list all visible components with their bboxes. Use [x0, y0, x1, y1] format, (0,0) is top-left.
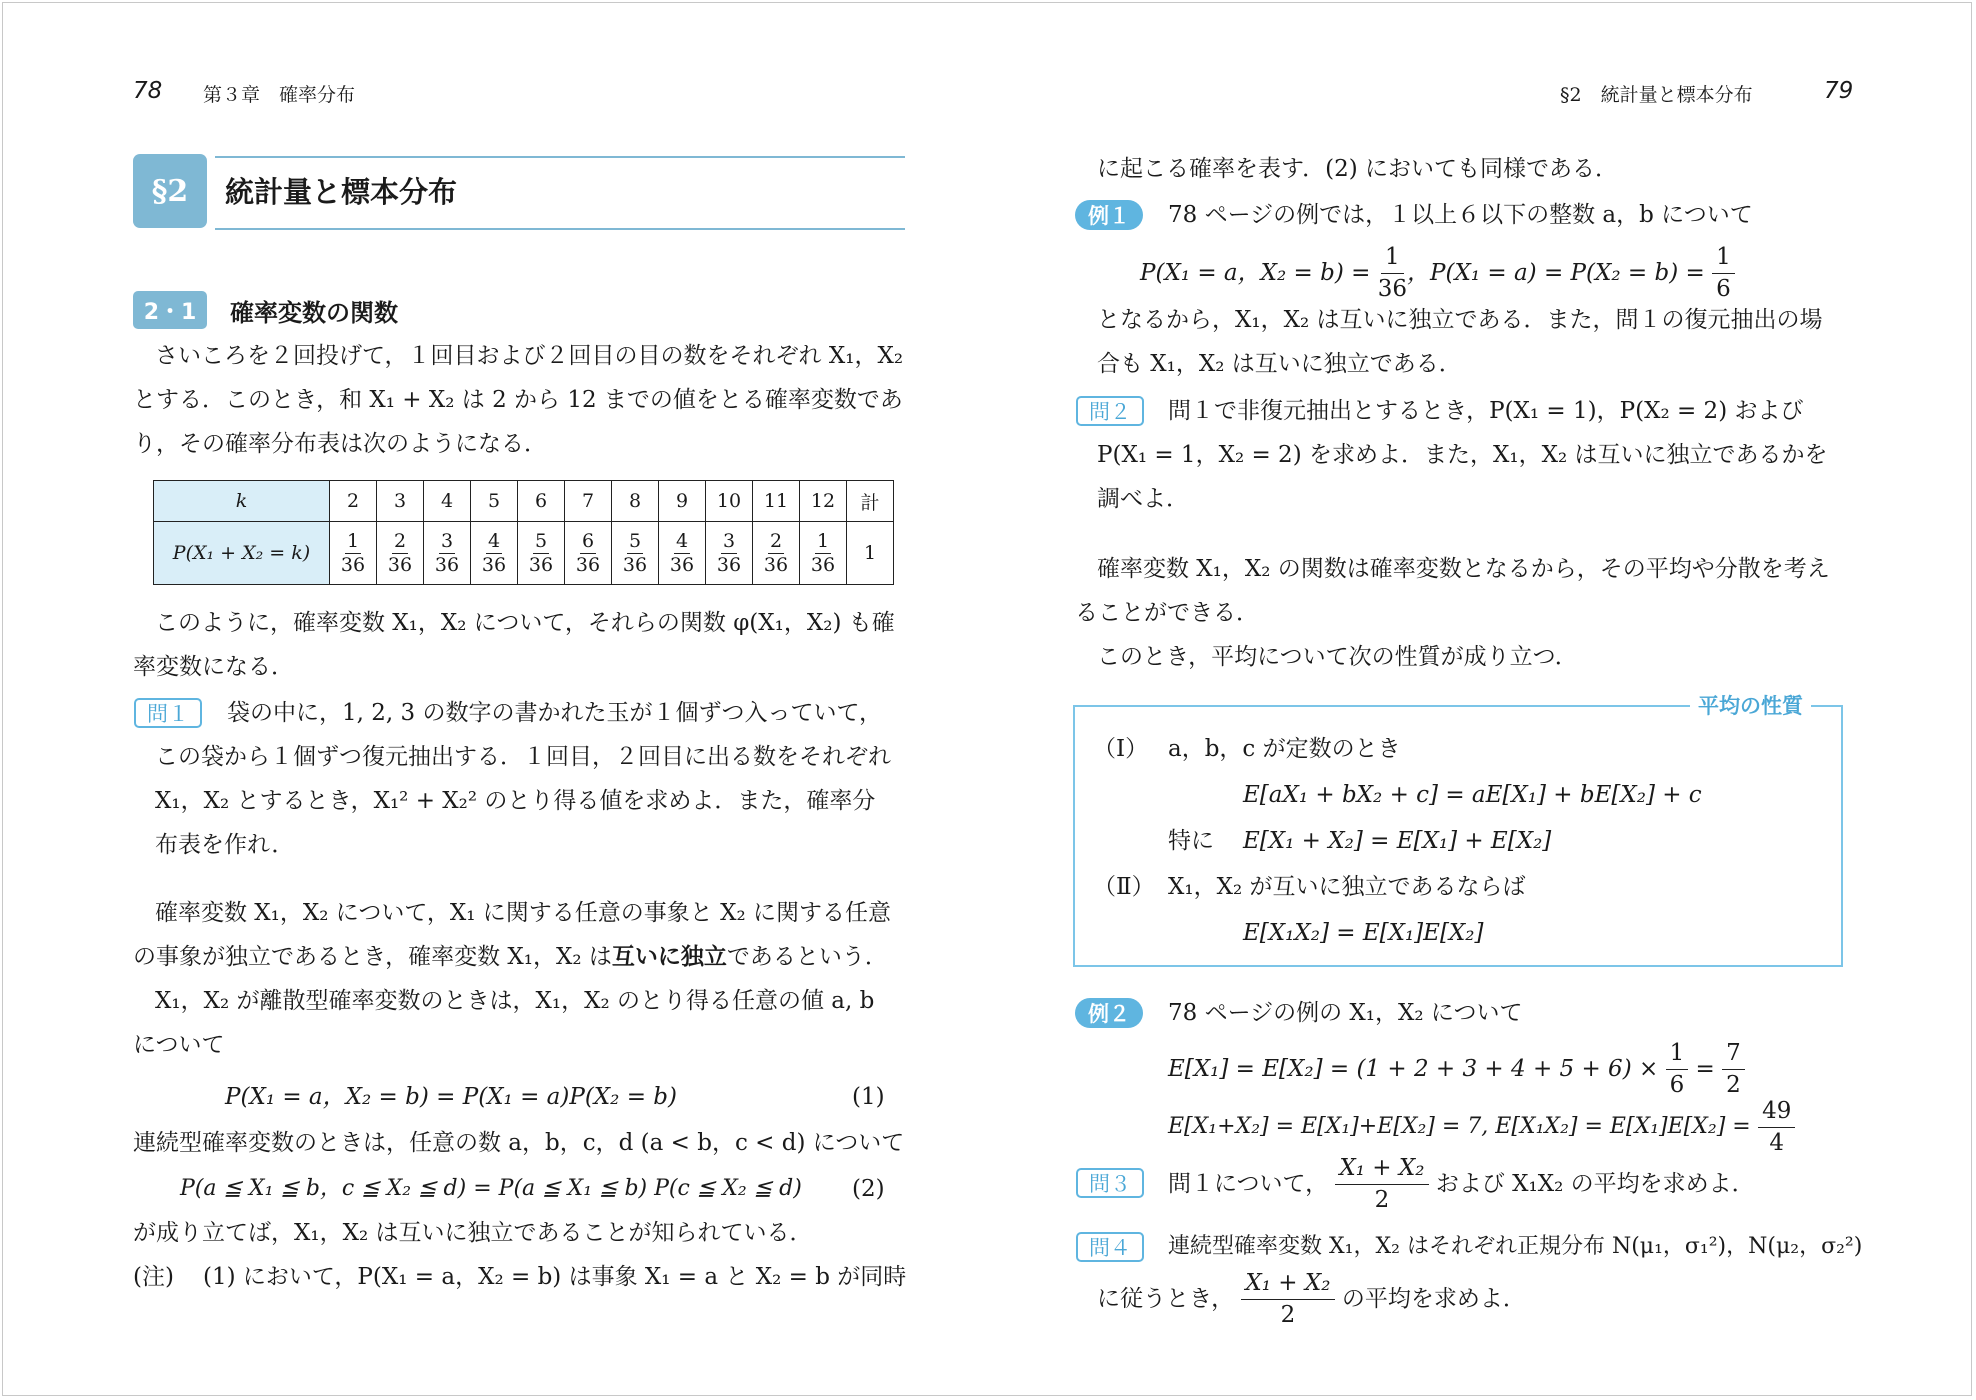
subsection-badge: 2・1 [133, 291, 207, 329]
after-table-line-1: このように，確率変数 X₁，X₂ について，それらの関数 φ(X₁，X₂) も確 [155, 610, 895, 636]
table-cell-k: 12 [800, 481, 847, 522]
left-running-header: 第３章 確率分布 [203, 84, 356, 106]
probability-distribution-table [153, 480, 894, 585]
table-cell-prob: $\frac{5}{36}$ [612, 522, 659, 585]
question-3-label: 問３ [1076, 1168, 1144, 1198]
question-2-label: 問２ [1076, 396, 1144, 426]
property-ii-label: （Ⅱ） [1093, 874, 1155, 900]
example-2-line: 78 ページの例の X₁，X₂ について [1168, 1000, 1523, 1026]
left-page-number: 78 [133, 78, 163, 104]
table-cell-total: 1 [847, 522, 894, 585]
table-cell-k: 7 [565, 481, 612, 522]
continuation-line: に起こる確率を表す．(2) においても同様である． [1097, 156, 1619, 182]
property-ii-equation: E[X₁X₂] = E[X₁]E[X₂] [1243, 920, 1484, 946]
function-line-1: 確率変数 X₁，X₂ の関数は確率変数となるから，その平均や分散を考え [1097, 556, 1830, 582]
table-cell-prob: $\frac{5}{36}$ [518, 522, 565, 585]
question-4-label: 問４ [1076, 1232, 1144, 1262]
question-1-line-3: X₁，X₂ とするとき，X₁² + X₂² のとり得る値を求めよ．また，確率分 [155, 788, 876, 814]
table-cell-prob: $\frac{1}{36}$ [800, 522, 847, 585]
table-cell-prob: $\frac{2}{36}$ [753, 522, 800, 585]
right-running-header: §2 統計量と標本分布 [1560, 84, 1753, 106]
question-1-line-2: この袋から１個ずつ復元抽出する．１回目，２回目に出る数をそれぞれ [155, 744, 891, 770]
independence-line-2: の事象が独立であるとき，確率変数 X₁，X₂ は互いに独立であるという． [133, 944, 888, 970]
property-i-label: （Ⅰ） [1093, 736, 1149, 762]
table-cell-prob: $\frac{6}{36}$ [565, 522, 612, 585]
table-cell-k: 10 [706, 481, 753, 522]
equation-1-number: (1) [852, 1084, 885, 1110]
equation-1: P(X₁ = a，X₂ = b) = P(X₁ = a)P(X₂ = b) [225, 1084, 677, 1110]
intro-line-3: り，その確率分布表は次のようになる． [133, 431, 547, 457]
question-1-label: 問１ [134, 698, 202, 728]
table-cell-k: 4 [424, 481, 471, 522]
question-3-text: 問１について， X₁ + X₂ 2 および X₁X₂ の平均を求めよ． [1168, 1155, 1755, 1213]
property-ii-text: X₁，X₂ が互いに独立であるならば [1168, 874, 1526, 900]
property-special-label: 特に [1168, 828, 1214, 854]
example-1-line: 78 ページの例では，１以上６以下の整数 a，b について [1168, 202, 1753, 228]
continuous-line: 連続型確率変数のときは，任意の数 a，b，c，d (a < b，c < d) について [133, 1130, 905, 1156]
right-page-number: 79 [1824, 78, 1854, 104]
intro-line-1: さいころを２回投げて，１回目および２回目の目の数をそれぞれ X₁，X₂ [155, 343, 904, 369]
table-cell-k: 2 [330, 481, 377, 522]
table-cell-k: 8 [612, 481, 659, 522]
table-header-total: 計 [847, 481, 894, 522]
question-1-line-4: 布表を作れ． [155, 832, 295, 858]
intro-line-2: とする．このとき，和 X₁ + X₂ は 2 から 12 までの値をとる確率変数であ [133, 387, 903, 413]
example-1-equation: P(X₁ = a，X₂ = b) = $\frac{1}{36}$ ，P(X₁ = a) = P(X₂ = b) = $\frac{1}{6}$ [1140, 245, 1735, 301]
section-badge: §2 [133, 154, 207, 228]
table-cell-k: 6 [518, 481, 565, 522]
table-cell-prob: $\frac{4}{36}$ [659, 522, 706, 585]
question-1-line-1: 袋の中に，1, 2, 3 の数字の書かれた玉が１個ずつ入っていて， [227, 700, 882, 726]
note-line: (1) において，P(X₁ = a，X₂ = b) は事象 X₁ = a と X₂ = b が同時 [203, 1264, 907, 1290]
discrete-line-2: について [133, 1032, 225, 1058]
subsection-title: 確率変数の関数 [230, 299, 398, 327]
table-cell-prob: $\frac{3}{36}$ [706, 522, 753, 585]
property-special-equation: E[X₁ + X₂] = E[X₁] + E[X₂] [1243, 828, 1552, 854]
table-header-k: k [154, 481, 330, 522]
example-2-label: 例２ [1075, 998, 1143, 1028]
equation-2-number: (2) [852, 1176, 885, 1202]
table-cell-k: 3 [377, 481, 424, 522]
table-cell-prob: $\frac{4}{36}$ [471, 522, 518, 585]
example-2-equation-1: E[X₁] = E[X₂] = (1 + 2 + 3 + 4 + 5 + 6) × $\frac{1}{6}$ = $\frac{7}{2}$ [1168, 1040, 1745, 1098]
table-cell-k: 5 [471, 481, 518, 522]
table-header-probability: P(X₁ + X₂ = k) [154, 522, 330, 585]
table-cell-k: 11 [753, 481, 800, 522]
function-line-2: ることができる． [1075, 600, 1259, 626]
question-4-line-1: 連続型確率変数 X₁，X₂ はそれぞれ正規分布 N(μ₁，σ₁²)，N(μ₂，σ₂²) [1168, 1234, 1863, 1259]
note-label: (注) [133, 1264, 174, 1290]
equation-2: P(a ≦ X₁ ≦ b，c ≦ X₂ ≦ d) = P(a ≦ X₁ ≦ b) P(c ≦ X₂ ≦ d) [180, 1176, 802, 1201]
discrete-line-1: X₁，X₂ が離散型確率変数のときは，X₁，X₂ のとり得る任意の値 a, b [155, 988, 875, 1014]
example-1-after-line-2: 合も X₁，X₂ は互いに独立である． [1097, 351, 1462, 377]
example-1-after-line-1: となるから，X₁，X₂ は互いに独立である．また，問１の復元抽出の場 [1097, 307, 1823, 333]
property-i-text: a，b，c が定数のとき [1168, 736, 1401, 762]
property-i-equation: E[aX₁ + bX₂ + c] = aE[X₁] + bE[X₂] + c [1243, 782, 1702, 808]
question-4-line-2: に従うとき， X₁ + X₂ 2 の平均を求めよ． [1097, 1270, 1526, 1328]
section-title: 統計量と標本分布 [225, 175, 458, 209]
table-cell-prob: $\frac{1}{36}$ [330, 522, 377, 585]
table-cell-prob: $\frac{3}{36}$ [424, 522, 471, 585]
known-line: が成り立てば，X₁，X₂ は互いに独立であることが知られている． [133, 1220, 813, 1246]
term-mutually-independent: 互いに独立 [611, 944, 727, 970]
example-1-label: 例１ [1075, 200, 1143, 230]
example-2-equation-2: E[X₁+X₂] = E[X₁]+E[X₂] = 7, E[X₁X₂] = E[X₁]E[X₂] = $\frac{49}{4}$ [1168, 1098, 1795, 1156]
question-2-line-2: P(X₁ = 1，X₂ = 2) を求めよ．また，X₁，X₂ は互いに独立であるかを [1097, 442, 1828, 468]
mean-properties-title: 平均の性質 [1690, 690, 1811, 720]
after-table-line-2: 率変数になる． [133, 654, 294, 680]
independence-line-1: 確率変数 X₁，X₂ について，X₁ に関する任意の事象と X₂ に関する任意 [155, 900, 892, 926]
question-2-line-3: 調べよ． [1097, 486, 1189, 512]
table-cell-k: 9 [659, 481, 706, 522]
function-line-3: このとき，平均について次の性質が成り立つ． [1097, 644, 1578, 670]
table-cell-prob: $\frac{2}{36}$ [377, 522, 424, 585]
question-2-line-1: 問１で非復元抽出とするとき，P(X₁ = 1)，P(X₂ = 2) および [1168, 398, 1804, 424]
